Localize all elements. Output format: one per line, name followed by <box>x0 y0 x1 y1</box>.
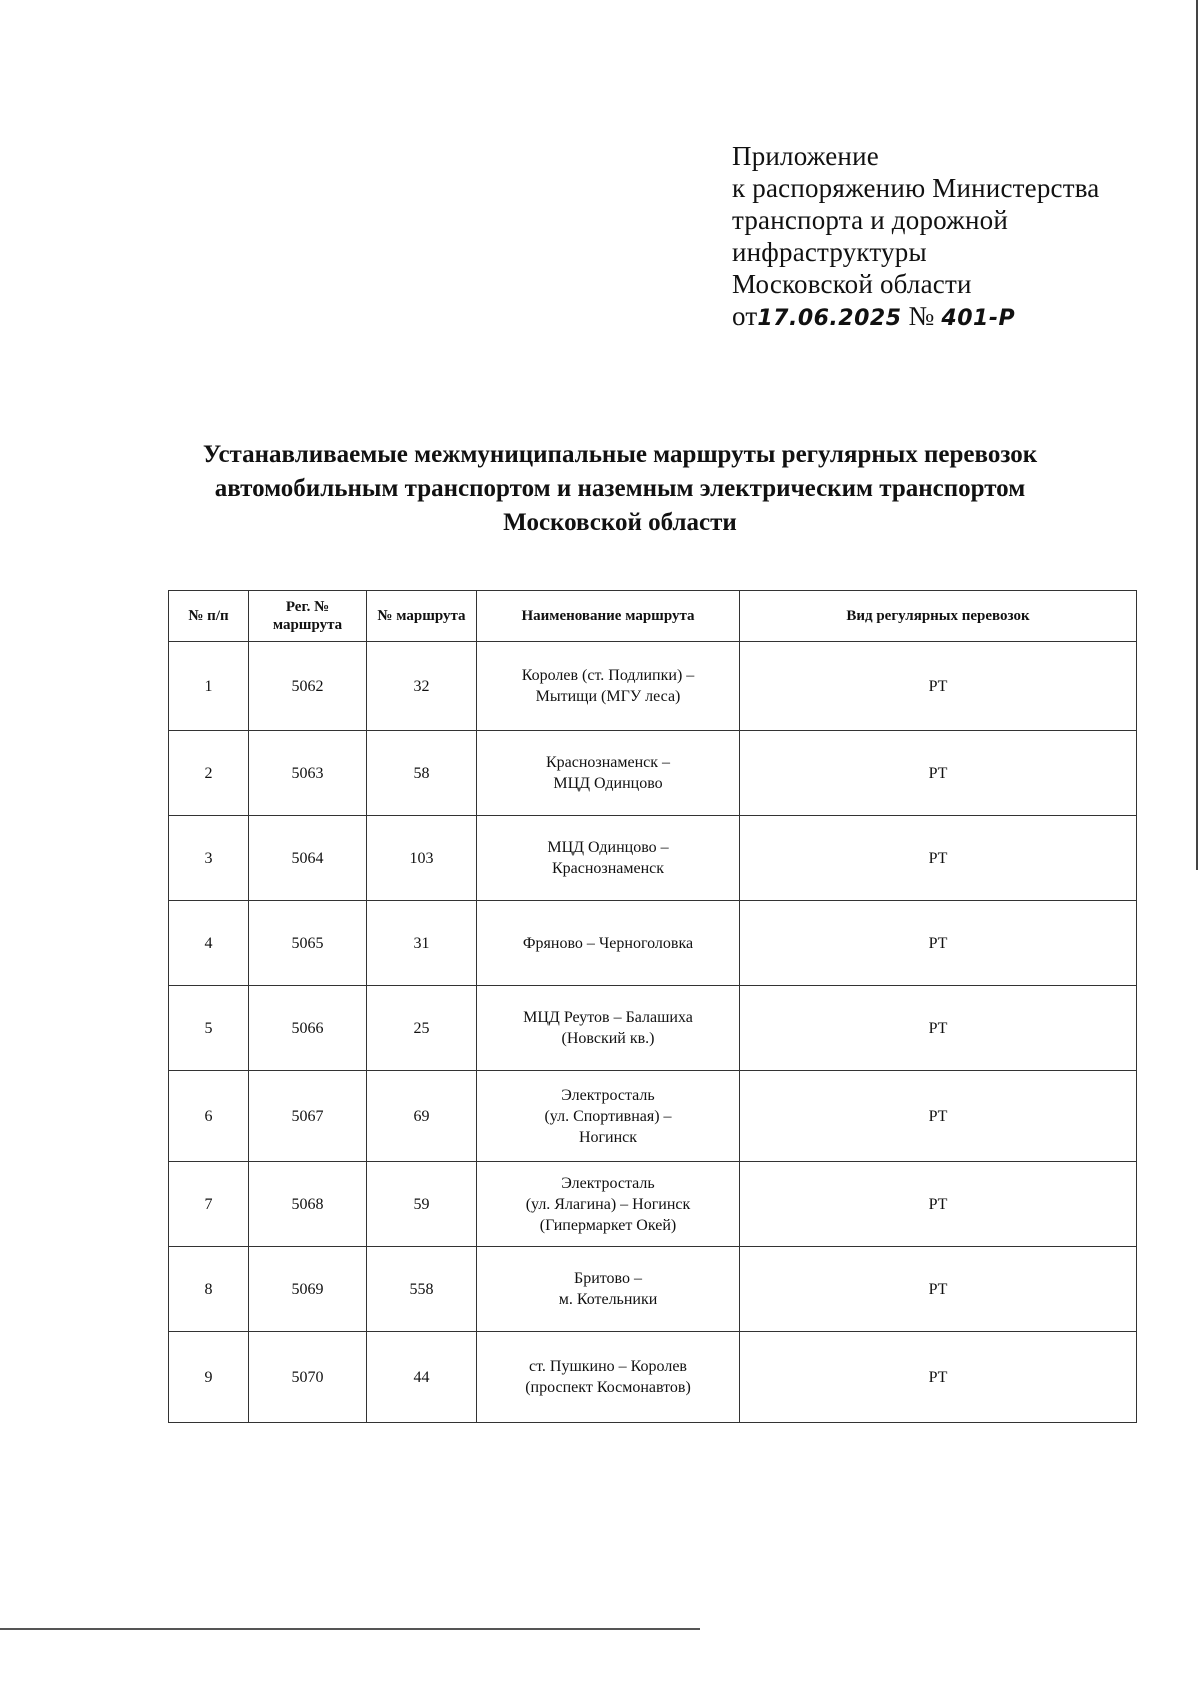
scan-bottom-line <box>0 1628 700 1630</box>
table-row <box>169 1071 1137 1162</box>
cell-route-name: ст. Пушкино – Королев (проспект Космонавтов) <box>477 1332 740 1423</box>
cell-num: 8 <box>169 1247 249 1332</box>
cell-transport-type: РТ <box>740 816 1137 901</box>
header-route-number: № маршрута <box>367 591 477 642</box>
table-row <box>169 731 1137 816</box>
cell-route-name: МЦД Реутов – Балашиха (Новский кв.) <box>477 986 740 1071</box>
attachment-block <box>732 140 1152 335</box>
handwritten-number: 401-Р <box>941 306 1016 331</box>
title-line-3: Московской области <box>503 509 737 536</box>
cell-reg-number: 5062 <box>249 642 367 731</box>
cell-transport-type: РТ <box>740 1332 1137 1423</box>
cell-num: 7 <box>169 1162 249 1247</box>
table-row <box>169 901 1137 986</box>
cell-num: 9 <box>169 1332 249 1423</box>
scan-edge-line <box>1196 0 1198 870</box>
attachment-date-line <box>732 300 1152 335</box>
attachment-line-1: Приложение <box>732 141 879 171</box>
cell-transport-type: РТ <box>740 642 1137 731</box>
cell-route-number: 59 <box>367 1162 477 1247</box>
header-route-name: Наименование маршрута <box>477 591 740 642</box>
header-transport-type: Вид регулярных перевозок <box>740 591 1137 642</box>
cell-route-number: 58 <box>367 731 477 816</box>
cell-route-name: Фряново – Черноголовка <box>477 901 740 986</box>
cell-route-number: 103 <box>367 816 477 901</box>
cell-transport-type: РТ <box>740 731 1137 816</box>
cell-reg-number: 5064 <box>249 816 367 901</box>
cell-transport-type: РТ <box>740 986 1137 1071</box>
cell-route-name: МЦД Одинцово – Краснознаменск <box>477 816 740 901</box>
cell-reg-number: 5068 <box>249 1162 367 1247</box>
table-header-row <box>169 591 1137 642</box>
cell-num: 3 <box>169 816 249 901</box>
routes-table <box>168 590 1137 1423</box>
attachment-line-3: транспорта и дорожной <box>732 205 1009 235</box>
cell-num: 5 <box>169 986 249 1071</box>
table-row <box>169 1332 1137 1423</box>
table-row <box>169 1162 1137 1247</box>
cell-route-number: 32 <box>367 642 477 731</box>
cell-reg-number: 5063 <box>249 731 367 816</box>
cell-transport-type: РТ <box>740 1247 1137 1332</box>
cell-num: 4 <box>169 901 249 986</box>
document-title <box>120 438 1120 540</box>
table-row <box>169 816 1137 901</box>
handwritten-date: 17.06.2025 <box>757 306 902 331</box>
cell-reg-number: 5065 <box>249 901 367 986</box>
attachment-line-5: Московской области <box>732 269 972 299</box>
cell-route-name: Краснознаменск – МЦД Одинцово <box>477 731 740 816</box>
cell-route-name: Королев (ст. Подлипки) – Мытищи (МГУ леса) <box>477 642 740 731</box>
table-row <box>169 986 1137 1071</box>
table-row <box>169 1247 1137 1332</box>
cell-reg-number: 5066 <box>249 986 367 1071</box>
cell-num: 2 <box>169 731 249 816</box>
cell-route-name: Электросталь (ул. Спортивная) – Ногинск <box>477 1071 740 1162</box>
cell-route-name: Бритово – м. Котельники <box>477 1247 740 1332</box>
cell-transport-type: РТ <box>740 1071 1137 1162</box>
cell-reg-number: 5070 <box>249 1332 367 1423</box>
cell-route-name: Электросталь (ул. Ялагина) – Ногинск (Гипермаркет Окей) <box>477 1162 740 1247</box>
title-line-1: Устанавливаемые межмуниципальные маршруты регулярных перевозок <box>202 441 1038 468</box>
title-line-2: автомобильным транспортом и наземным электрическим транспортом <box>214 475 1026 502</box>
header-num: № п/п <box>169 591 249 642</box>
cell-route-number: 25 <box>367 986 477 1071</box>
attachment-line-4: инфраструктуры <box>732 237 927 267</box>
cell-reg-number: 5067 <box>249 1071 367 1162</box>
date-prefix: от <box>732 301 758 331</box>
cell-route-number: 31 <box>367 901 477 986</box>
header-reg-number: Рег. № маршрута <box>249 591 367 642</box>
cell-route-number: 558 <box>367 1247 477 1332</box>
table-row <box>169 642 1137 731</box>
cell-reg-number: 5069 <box>249 1247 367 1332</box>
cell-route-number: 44 <box>367 1332 477 1423</box>
cell-num: 1 <box>169 642 249 731</box>
number-prefix: № <box>908 301 935 331</box>
cell-num: 6 <box>169 1071 249 1162</box>
cell-route-number: 69 <box>367 1071 477 1162</box>
cell-transport-type: РТ <box>740 901 1137 986</box>
attachment-line-2: к распоряжению Министерства <box>732 173 1100 203</box>
cell-transport-type: РТ <box>740 1162 1137 1247</box>
